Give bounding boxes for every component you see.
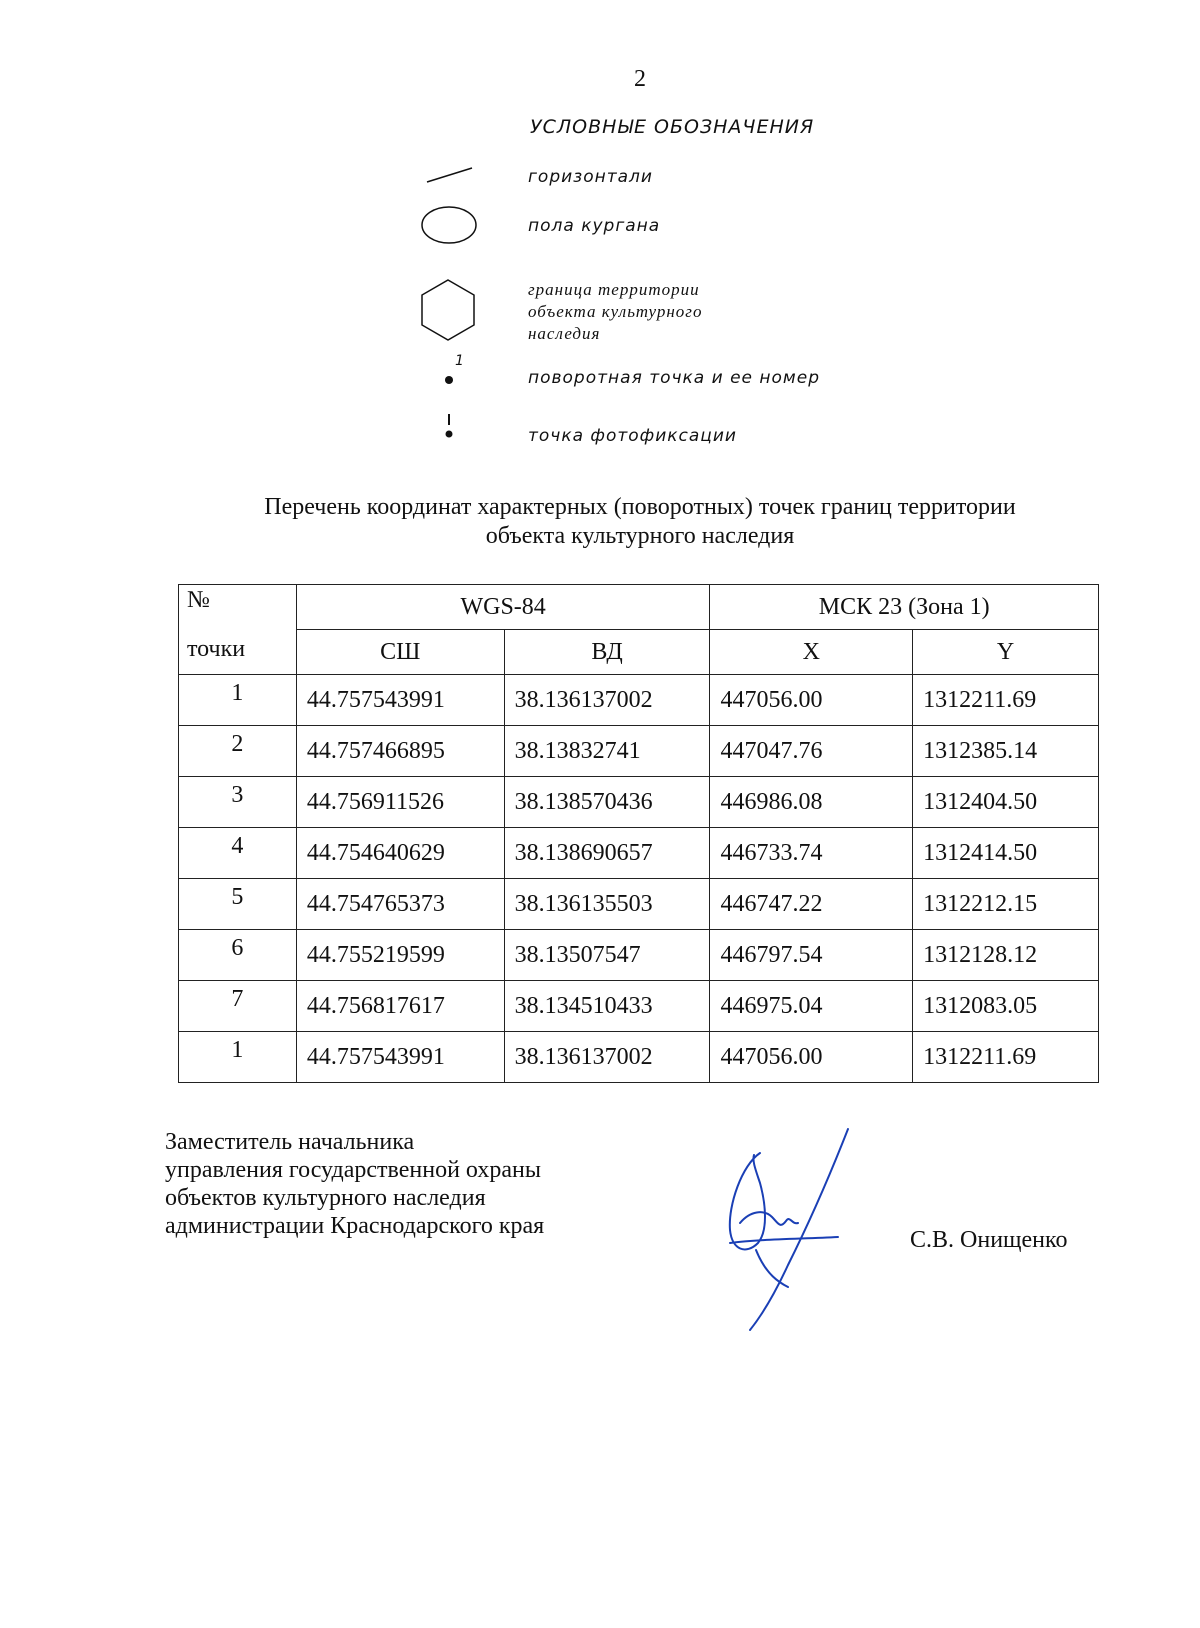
cell-x: 447047.76	[710, 726, 913, 777]
cell-y: 1312128.12	[913, 930, 1099, 981]
table-title: Перечень координат характерных (поворотных) точек границ территории объекта культурного наследия	[264, 494, 1016, 549]
cell-lat: 44.757466895	[296, 726, 504, 777]
header-msk23: МСК 23 (Зона 1)	[710, 585, 1099, 630]
cell-point: 5	[179, 879, 297, 930]
signatory-position: Заместитель начальника управления государственной охраны объектов культурного наследия администрации Краснодарского края	[165, 1129, 545, 1239]
table-row	[179, 675, 1099, 726]
cell-lon: 38.136137002	[504, 675, 710, 726]
table-row	[179, 879, 1099, 930]
legend-label-mound: пола кургана	[528, 216, 661, 236]
hexagon-icon	[420, 277, 490, 357]
table-row	[179, 828, 1099, 879]
cell-lat: 44.754640629	[296, 828, 504, 879]
legend-label-photo-point: точка фотофиксации	[528, 426, 737, 446]
cell-lat: 44.757543991	[296, 1032, 504, 1083]
header-x: X	[710, 630, 913, 675]
cell-y: 1312404.50	[913, 777, 1099, 828]
table-header-row-group	[179, 585, 1099, 630]
cell-point: 3	[179, 777, 297, 828]
coordinates-table	[178, 584, 1099, 1083]
table-row	[179, 1032, 1099, 1083]
header-point-number: № точки	[179, 585, 297, 675]
cell-x: 447056.00	[710, 675, 913, 726]
cell-x: 446797.54	[710, 930, 913, 981]
table-row	[179, 930, 1099, 981]
page-number: 2	[634, 66, 646, 92]
cell-y: 1312211.69	[913, 1032, 1099, 1083]
cell-y: 1312212.15	[913, 879, 1099, 930]
cell-lat: 44.754765373	[296, 879, 504, 930]
header-y: Y	[913, 630, 1099, 675]
cell-point: 2	[179, 726, 297, 777]
table-row	[179, 726, 1099, 777]
table-row	[179, 777, 1099, 828]
signatory-name: С.В. Онищенко	[910, 1227, 1068, 1253]
photo-point-icon	[440, 412, 460, 448]
cell-point: 4	[179, 828, 297, 879]
cell-point: 1	[179, 1032, 297, 1083]
cell-lat: 44.756911526	[296, 777, 504, 828]
contour-line-icon	[424, 162, 484, 192]
header-lon: ВД	[504, 630, 710, 675]
turning-point-number: 1	[455, 353, 464, 369]
table-row	[179, 981, 1099, 1032]
cell-lat: 44.755219599	[296, 930, 504, 981]
cell-y: 1312385.14	[913, 726, 1099, 777]
cell-lon: 38.136135503	[504, 879, 710, 930]
cell-y: 1312211.69	[913, 675, 1099, 726]
header-wgs84: WGS-84	[296, 585, 710, 630]
cell-point: 1	[179, 675, 297, 726]
cell-x: 446747.22	[710, 879, 913, 930]
cell-lon: 38.134510433	[504, 981, 710, 1032]
table-header-row-sub	[179, 630, 1099, 675]
legend-label-contour: горизонтали	[528, 167, 653, 187]
cell-x: 446975.04	[710, 981, 913, 1032]
cell-lon: 38.13832741	[504, 726, 710, 777]
cell-lon: 38.138690657	[504, 828, 710, 879]
ellipse-icon	[420, 204, 484, 248]
legend-label-turning-point: поворотная точка и ее номер	[528, 368, 820, 388]
cell-lon: 38.136137002	[504, 1032, 710, 1083]
cell-lat: 44.756817617	[296, 981, 504, 1032]
cell-lat: 44.757543991	[296, 675, 504, 726]
cell-y: 1312414.50	[913, 828, 1099, 879]
handwritten-signature	[720, 1125, 870, 1335]
header-lat: СШ	[296, 630, 504, 675]
legend-title: УСЛОВНЫЕ ОБОЗНАЧЕНИЯ	[530, 116, 815, 138]
cell-lon: 38.138570436	[504, 777, 710, 828]
cell-x: 446986.08	[710, 777, 913, 828]
cell-x: 446733.74	[710, 828, 913, 879]
cell-x: 447056.00	[710, 1032, 913, 1083]
cell-point: 7	[179, 981, 297, 1032]
cell-point: 6	[179, 930, 297, 981]
cell-lon: 38.13507547	[504, 930, 710, 981]
cell-y: 1312083.05	[913, 981, 1099, 1032]
legend-label-boundary: граница территории объекта культурного наследия	[528, 280, 703, 343]
turning-point-icon	[440, 371, 460, 391]
